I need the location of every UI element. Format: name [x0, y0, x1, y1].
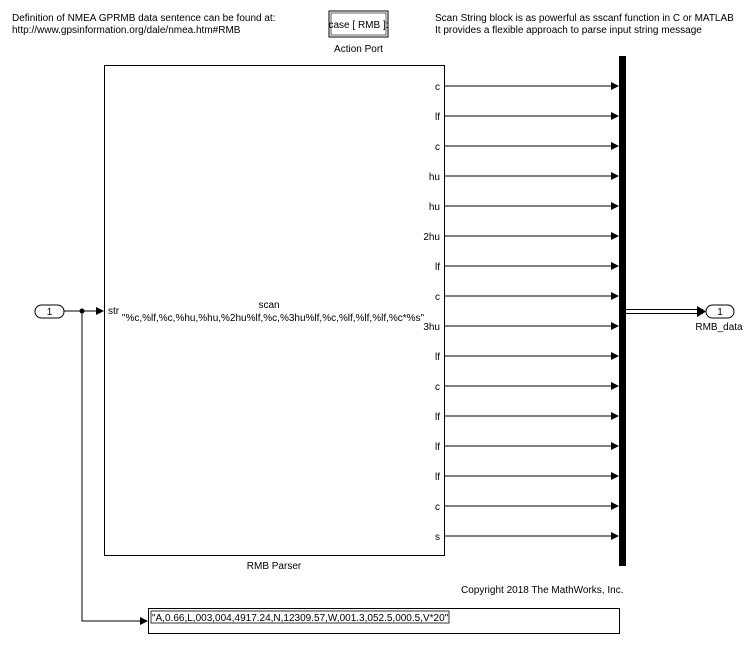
- parser-title: scan: [258, 300, 280, 311]
- nmea-definition-line1: Definition of NMEA GPRMB data sentence can be found at:: [12, 13, 276, 24]
- parser-output-port-label: lf: [435, 352, 440, 363]
- parser-name: RMB Parser: [246, 561, 302, 572]
- action-port-text: case [ RMB ]:: [328, 20, 389, 31]
- parser-format-string: "%c,%lf,%c,%hu,%hu,%2hu%lf,%c,%3hu%lf,%c,%lf,%lf,%lf,%c*%s": [121, 313, 425, 324]
- parser-output-port-label: c: [435, 82, 440, 93]
- bus-creator-block[interactable]: [619, 56, 626, 566]
- parser-input-port-label: str: [108, 306, 120, 317]
- parser-output-port-label: c: [435, 142, 440, 153]
- parser-output-port-label: lf: [435, 472, 440, 483]
- parser-output-port-label: lf: [435, 112, 440, 123]
- scan-string-note-line1: Scan String block is as powerful as sscanf function in C or MATLAB: [435, 13, 734, 24]
- parser-output-port-label: hu: [428, 172, 440, 183]
- parser-output-port-label: hu: [428, 202, 440, 213]
- parser-output-port-label: c: [435, 382, 440, 393]
- parser-output-port-label: 3hu: [423, 322, 440, 333]
- display-value: "A,0.66,L,003,004,4917.24,N,12309.57,W,001.3,052.5,000.5,V*20": [152, 613, 449, 624]
- outport-number: 1: [717, 307, 723, 318]
- parser-output-port-label: lf: [435, 412, 440, 423]
- scan-string-note-line2: It provides a flexible approach to parse input string message: [435, 25, 702, 36]
- display-block[interactable]: [149, 609, 620, 634]
- parser-output-port-label: lf: [435, 442, 440, 453]
- bus-output-signal[interactable]: [626, 306, 706, 317]
- outport-label: RMB_data: [695, 322, 743, 333]
- action-port-block[interactable]: [328, 11, 388, 55]
- rmb-parser-block[interactable]: [105, 66, 445, 573]
- parser-output-port-label: c: [435, 502, 440, 513]
- parser-output-port-label: c: [435, 292, 440, 303]
- nmea-definition-line2: http://www.gpsinformation.org/dale/nmea.htm#RMB: [12, 25, 241, 36]
- action-port-label: Action Port: [334, 44, 383, 55]
- parser-output-port-label: lf: [435, 262, 440, 273]
- inport-1[interactable]: [35, 305, 64, 318]
- parser-output-port-label: s: [435, 532, 440, 543]
- inport-number: 1: [46, 307, 53, 318]
- copyright-note: Copyright 2018 The MathWorks, Inc.: [461, 585, 624, 596]
- parser-output-port-label: 2hu: [423, 232, 440, 243]
